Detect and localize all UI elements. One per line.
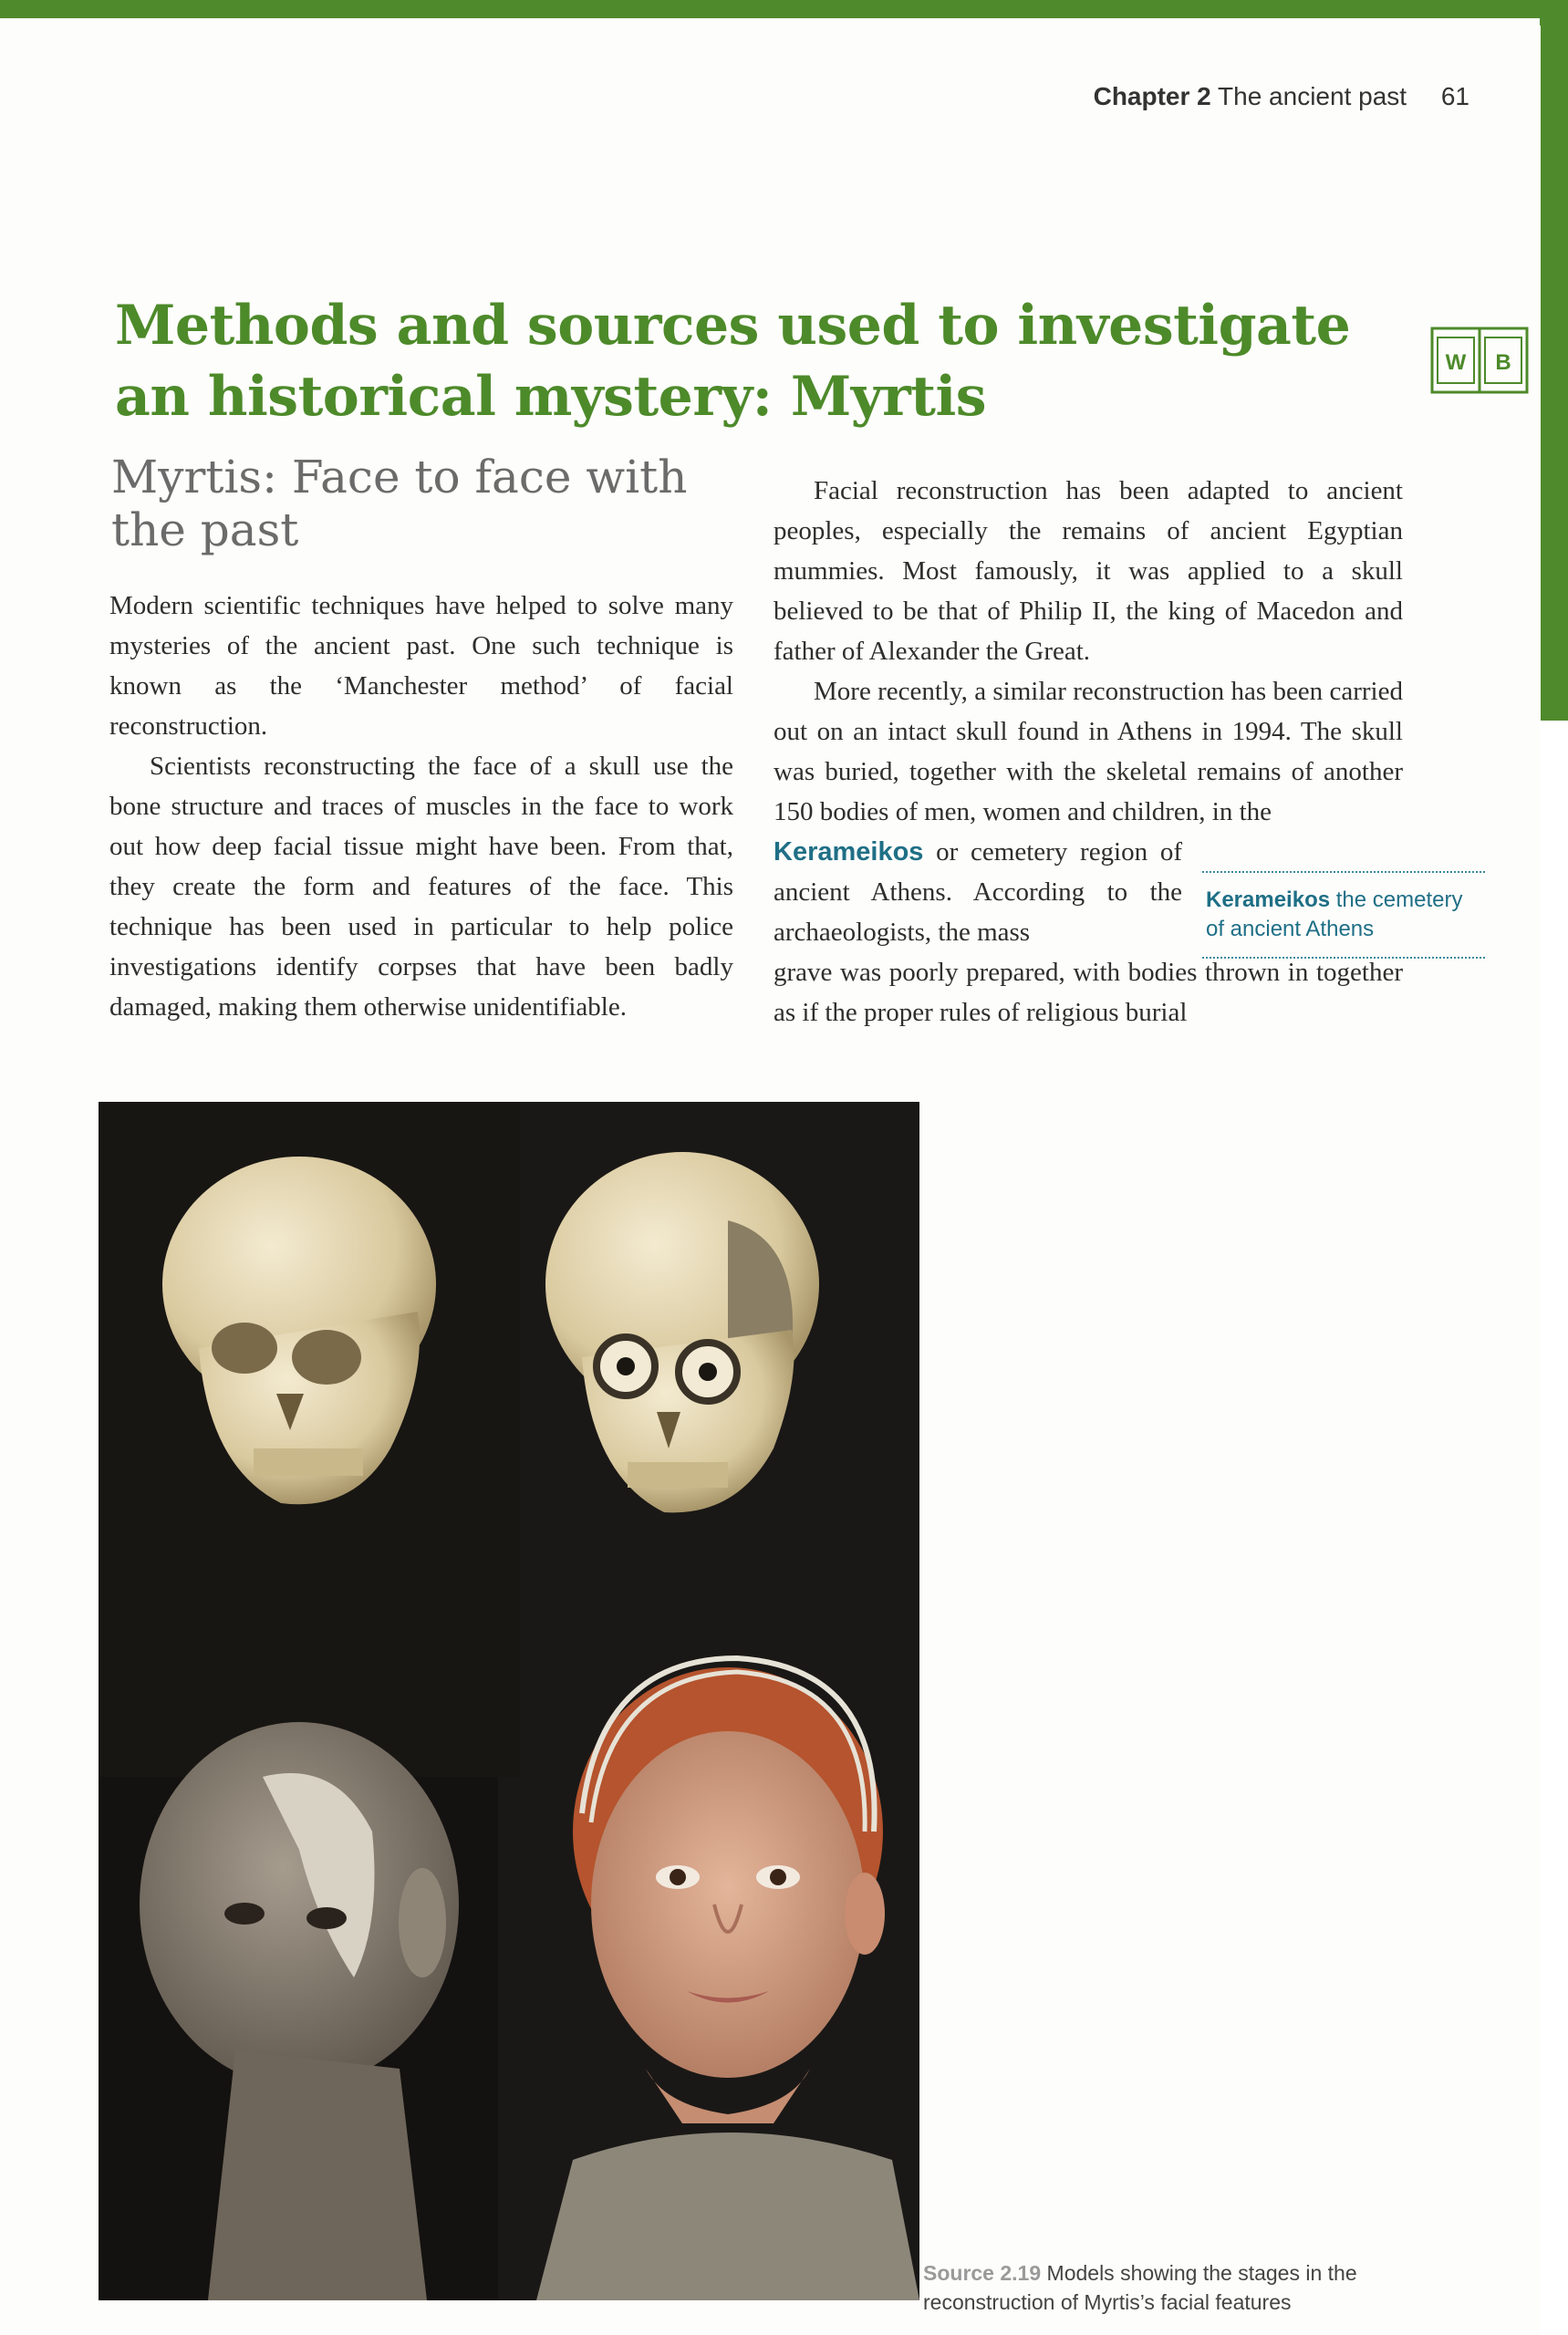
- workbook-icon: [1430, 327, 1529, 394]
- svg-text:W: W: [1445, 350, 1467, 375]
- right-paragraph-2c: grave was poorly prepared, with bodies thrown in together as if the proper rules of religious burial: [774, 958, 1403, 1027]
- right-paragraph-2b: [774, 832, 1182, 952]
- left-paragraph-2: Scientists reconstructing the face of a skull use the bone structure and traces of muscles in the face to work out how deep facial tissue might have been. From that, they create the form and features of the face. This technique has been used in particular to help police investigations identify corpses that have been badly damaged, making them otherwise unidentifiable.: [109, 752, 733, 1022]
- page-number: 61: [1440, 82, 1469, 110]
- reconstruction-photo: [99, 1102, 919, 2300]
- right-paragraph-2a: More recently, a similar reconstruction has been carried out on an intact skull found in Athens in 1994. The skull was buried, together with the skeletal remains of another 150 bodies of men, women and children, in the: [774, 677, 1403, 826]
- caption-source-label: Source 2.19: [923, 2261, 1042, 2285]
- page-title: Methods and sources used to investigate an historical mystery: Myrtis: [115, 294, 1351, 429]
- left-column: [109, 586, 733, 1027]
- running-head: [1094, 82, 1469, 111]
- right-paragraph-1: Facial reconstruction has been adapted to ancient peoples, especially the remains of ancient Egyptian mummies. Most famously, it was applied to a skull believed to be that of Philip II, the king of Macedon and father of Alexander the Great.: [774, 476, 1403, 666]
- figure-caption: [923, 2258, 1470, 2317]
- glossary-term: Kerameikos: [1206, 887, 1331, 912]
- section-subheading: Myrtis: Face to face with the past: [111, 451, 688, 556]
- chapter-label: Chapter 2: [1093, 82, 1211, 110]
- right-paragraph-2b-text: or cemetery region of ancient Athens. According to the archaeologists, the mass: [774, 837, 1182, 947]
- chapter-title: The ancient past: [1218, 82, 1407, 110]
- caption-text: Models showing the stages in the reconstruction of Myrtis’s facial features: [923, 2261, 1357, 2314]
- glossary-term-inline: Kerameikos: [774, 837, 924, 867]
- left-paragraph-1: Modern scientific techniques have helped to solve many mysteries of the ancient past. One such technique is known as the ‘Manchester method’ of facial reconstruction.: [109, 591, 733, 741]
- glossary-box: [1202, 871, 1485, 959]
- right-color-band: [1541, 0, 1568, 721]
- svg-text:B: B: [1495, 350, 1511, 375]
- glossary-definition: the cemetery of ancient Athens: [1206, 887, 1463, 941]
